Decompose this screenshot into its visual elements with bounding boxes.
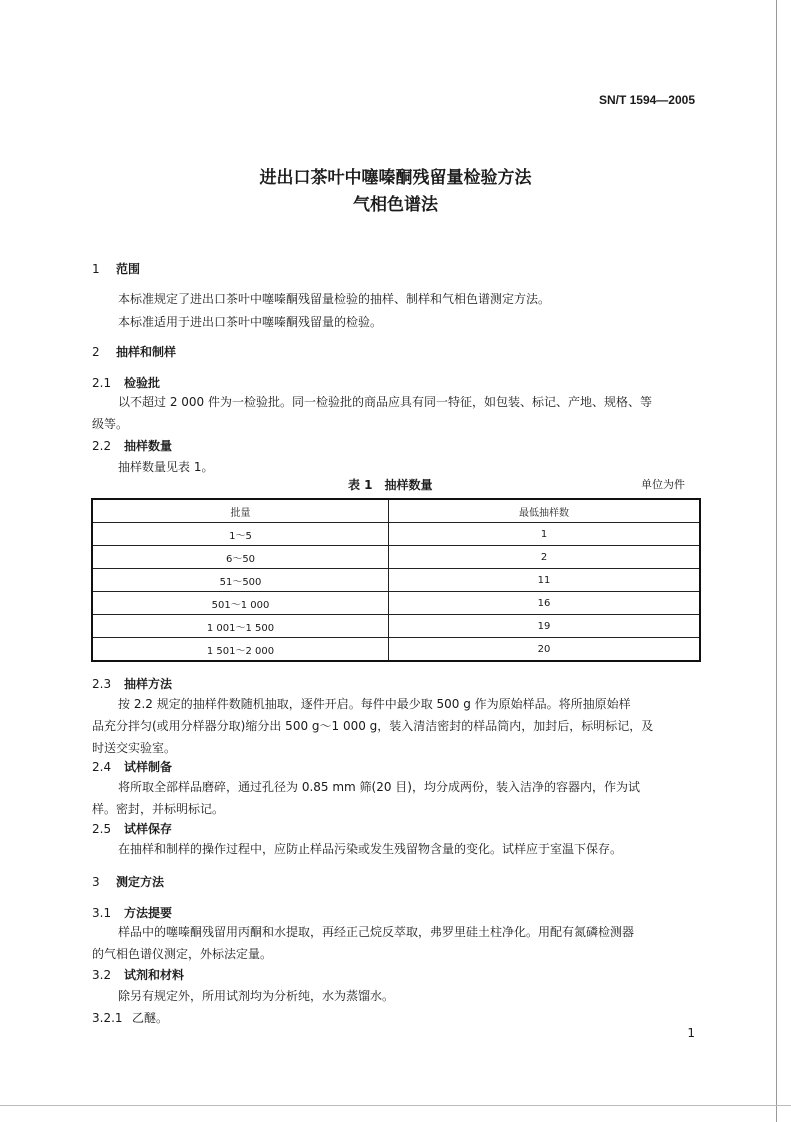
subsection-title: 乙醚。 [132,1011,169,1025]
paragraph: 按 2.2 规定的抽样件数随机抽取，逐件开启。每件中最少取 500 g 作为原始样品。将所抽原始样 [118,697,631,711]
table-cell: 1 001～1 500 [92,615,389,638]
subsection-2-5-heading [92,820,172,837]
paragraph: 将所取全部样品磨碎，通过孔径为 0.85 mm 筛(20 目)，均分成两份，装入洁净的容器内，作为试 [118,780,640,794]
table-cell: 1～5 [92,523,389,546]
subsection-title: 抽样数量 [124,439,173,453]
section-3-heading [92,873,164,890]
subsection-2-4-heading [92,758,172,775]
subsection-number: 3.1 [92,906,112,920]
section-number: 2 [92,345,100,359]
subsection-number: 2.5 [92,822,112,836]
paragraph: 除另有规定外，所用试剂均为分析纯，水为蒸馏水。 [118,989,395,1003]
subsection-title: 试样保存 [124,822,173,836]
table-caption: 表 1 抽样数量 [348,478,433,492]
subsection-title: 试样制备 [124,760,173,774]
table-row [92,592,700,615]
table-unit: 单位为件 [641,478,685,491]
header-cell: 批量 [92,499,389,523]
subsection-3-1-heading [92,904,172,921]
subsection-2-2-heading [92,437,172,454]
table-cell: 1 [389,523,701,546]
header-cell: 最低抽样数 [389,499,701,523]
table-cell: 501～1 000 [92,592,389,615]
table-row [92,523,700,546]
paragraph: 样品中的噻嗪酮残留用丙酮和水提取，再经正己烷反萃取，弗罗里硅土柱净化。用配有氮磷检测器 [118,925,635,939]
section-title: 测定方法 [116,875,165,889]
paragraph: 在抽样和制样的操作过程中，应防止样品污染或发生残留物含量的变化。试样应于室温下保存。 [118,842,623,856]
subsection-number: 3.2 [92,968,112,982]
section-title: 范围 [116,262,141,276]
subsection-2-3-heading [92,675,172,692]
paragraph: 级等。 [92,417,129,431]
subsection-2-1-heading [92,374,160,391]
subsection-3-2-heading [92,966,184,983]
paragraph: 抽样数量见表 1。 [118,460,214,474]
table-row [92,546,700,569]
subsection-number: 2.1 [92,376,112,390]
doc-title: 进出口茶叶中噻嗪酮残留量检验方法 [259,168,532,188]
doc-subtitle: 气相色谱法 [353,195,438,215]
table-cell: 2 [389,546,701,569]
table-row [92,569,700,592]
table-cell: 19 [389,615,701,638]
table-cell: 11 [389,569,701,592]
subsection-number: 3.2.1 [92,1011,123,1025]
subsection-number: 2.2 [92,439,112,453]
paragraph: 本标准适用于进出口茶叶中噻嗪酮残留量的检验。 [118,315,383,329]
scan-edge-bottom [0,1105,791,1106]
section-number: 1 [92,262,100,276]
table-cell: 20 [389,638,701,662]
subsection-title: 检验批 [124,376,161,390]
paragraph: 本标准规定了进出口茶叶中噻嗪酮残留量检验的抽样、制样和气相色谱测定方法。 [118,292,551,306]
paragraph: 的气相色谱仪测定，外标法定量。 [92,947,273,961]
subsection-title: 试剂和材料 [124,968,185,982]
section-number: 3 [92,875,100,889]
table-cell: 16 [389,592,701,615]
table-header-row [92,499,700,523]
subsection-3-2-1-heading [92,1009,168,1026]
section-title: 抽样和制样 [116,345,177,359]
table-cell: 1 501～2 000 [92,638,389,662]
subsection-title: 方法提要 [124,906,173,920]
paragraph: 以不超过 2 000 件为一检验批。同一检验批的商品应具有同一特征，如包装、标记、产地、规格、等 [118,395,652,409]
subsection-number: 2.3 [92,677,112,691]
section-2-heading [92,343,176,360]
table-cell: 51～500 [92,569,389,592]
table-cell: 6～50 [92,546,389,569]
standard-code: SN/T 1594—2005 [598,93,695,107]
paragraph: 样。密封，并标明标记。 [92,802,225,816]
subsection-title: 抽样方法 [124,677,173,691]
paragraph: 品充分拌匀(或用分样器分取)缩分出 500 g～1 000 g，装入清洁密封的样品筒内，加封后，标明标记，及 [92,719,654,733]
sampling-table [91,498,701,662]
subsection-number: 2.4 [92,760,112,774]
table-row [92,615,700,638]
paragraph: 时送交实验室。 [92,741,177,755]
table-row [92,638,700,662]
page-number: 1 [687,1026,695,1040]
section-1-heading [92,260,140,277]
